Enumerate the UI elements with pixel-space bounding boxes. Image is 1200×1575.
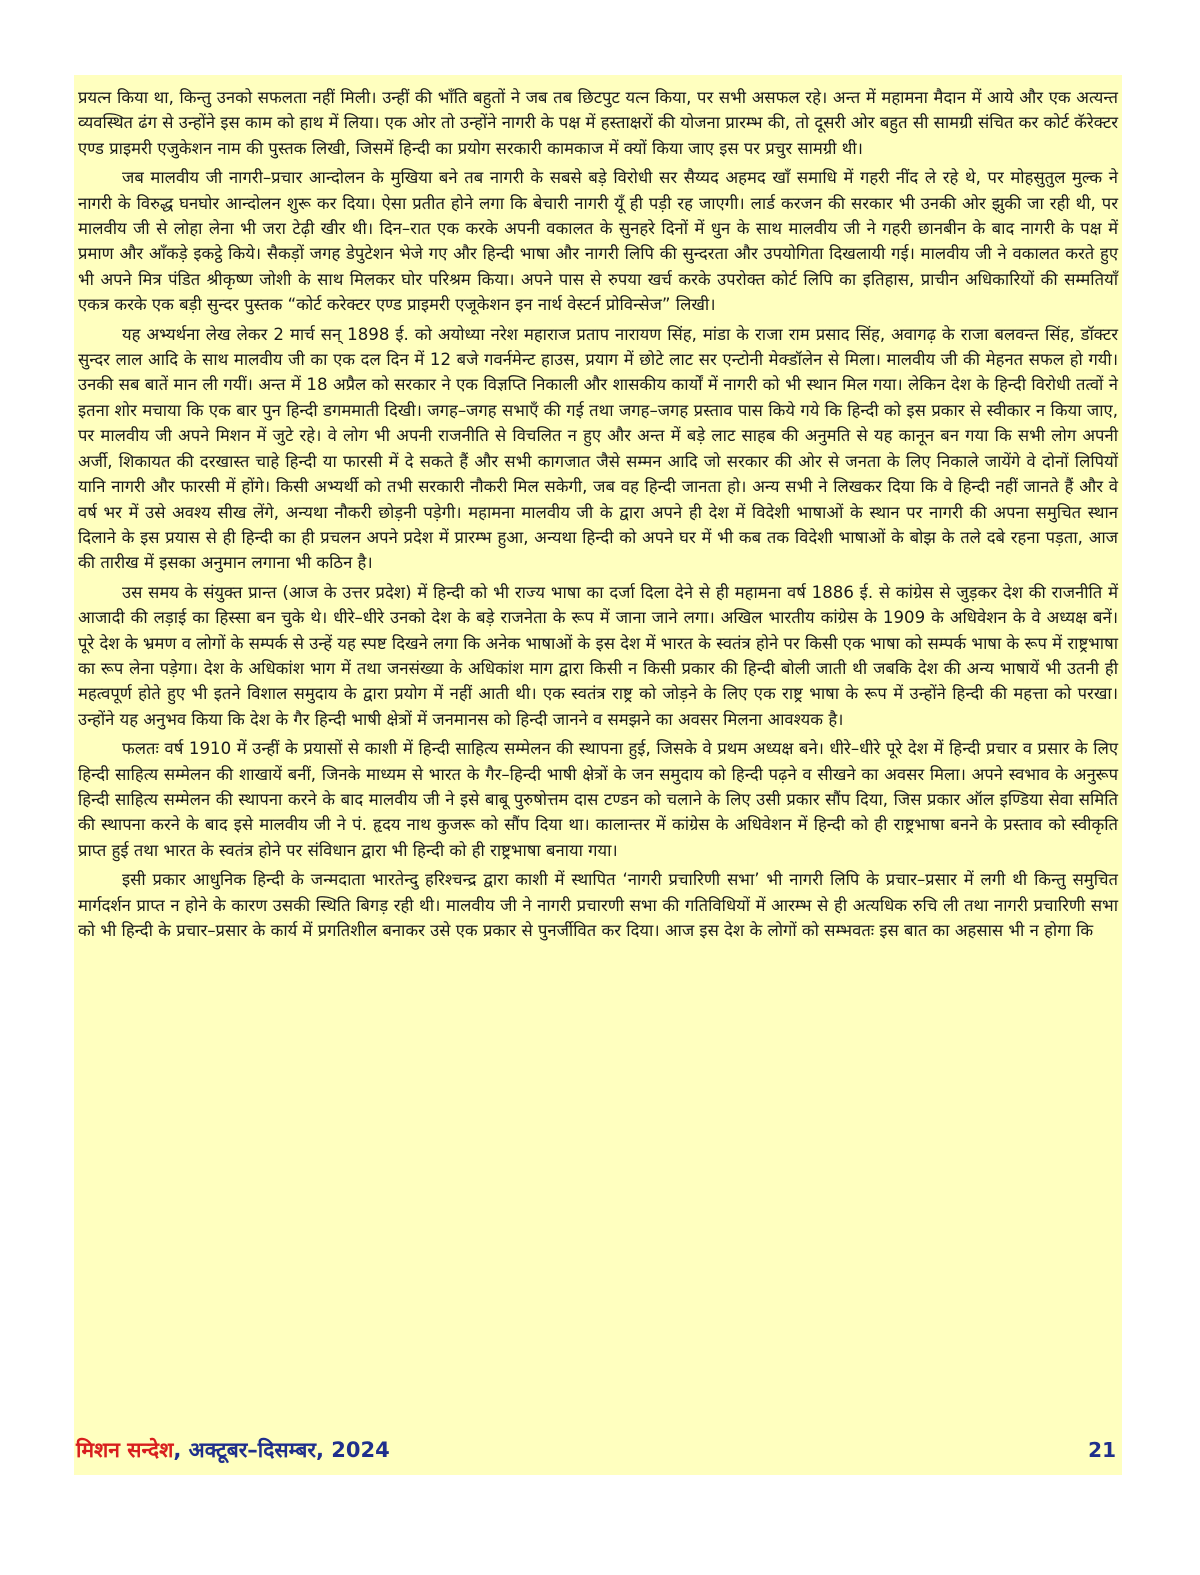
paragraph-2: जब मालवीय जी नागरी–प्रचार आन्दोलन के मुखिया बने तब नागरी के सबसे बड़े विरोधी सर सैय्यद अहमद खाँ समाधि में गहरी नींद ले रहे थे, पर मोहसुतुल मुल्क ने नागरी के विरुद्ध घनघोर आन्दोलन शुरू कर दिया। ऐसा प्रतीत होने लगा कि बेचारी नागरी यूँ ही पड़ी रह जाएगी। लार्ड करजन की सरकार भी उनकी ओर झुकी जा रही थी, पर मालवीय जी से लोहा लेना भी जरा टेढ़ी खीर थी। दिन–रात एक करके अपनी वकालत के सुनहरे दिनों में धुन के साथ मालवीय जी ने गहरी छानबीन के बाद नागरी के पक्ष में प्रमाण और आँकड़े इकट्ठे किये। सैकड़ों जगह डेपुटेशन भेजे गए और हिन्दी भाषा और नागरी लिपि की सुन्दरता और उपयोगिता दिखलायी गई। मालवीय जी ने वकालत करते हुए भी अपने मित्र पंडित श्रीकृष्ण जोशी के साथ मिलकर घोर परिश्रम किया। अपने पास से रुपया खर्च करके उपरोक्त कोर्ट लिपि का इतिहास, प्राचीन अधिकारियों की सम्मतियाँ एकत्र करके एक बड़ी सुन्दर पुस्तक “कोर्ट करेक्टर एण्ड प्राइमरी एजूकेशन इन नार्थ वेस्टर्न प्रोविन्सेज” लिखी। bbox=[78, 168, 1118, 315]
paragraph-1: प्रयत्न किया था, किन्तु उनको सफलता नहीं मिली। उन्हीं की भाँति बहुतों ने जब तब छिटपुट यत्न किया, पर सभी असफल रहे। अन्त में महामना मैदान में आये और एक अत्यन्त व्यवस्थित ढंग से उन्होंने इस काम को हाथ में लिया। एक ओर तो उन्होंने नागरी के पक्ष में हस्ताक्षरों की योजना प्रारम्भ की, तो दूसरी ओर बहुत सी सामग्री संचित कर कोर्ट कॅरेक्टर एण्ड प्राइमरी एजुकेशन नाम की पुस्तक लिखी, जिसमें हिन्दी का प्रयोग सरकारी कामकाज में क्यों किया जाए इस पर प्रचुर सामग्री थी। bbox=[78, 88, 1119, 158]
magazine-name: मिशन सन्देश bbox=[76, 1438, 174, 1462]
page-footer bbox=[74, 1420, 1122, 1480]
paragraph-3: यह अभ्यर्थना लेख लेकर 2 मार्च सन् 1898 ई. को अयोध्या नरेश महाराज प्रताप नारायण सिंह, मांडा के राजा राम प्रसाद सिंह, अवागढ़ के राजा बलवन्त सिंह, डॉक्टर सुन्दर लाल आदि के साथ मालवीय जी का एक दल दिन में 12 बजे गवर्नमेन्ट हाउस, प्रयाग में छोटे लाट सर एन्टोनी मेक्डॉलेन से मिला। मालवीय जी की मेहनत सफल हो गयी। उनकी सब बातें मान ली गयीं। अन्त में 18 अप्रैल को सरकार ने एक विज्ञप्ति निकाली और शासकीय कार्यों में नागरी को भी स्थान मिल गया। लेकिन देश के हिन्दी विरोधी तत्वों ने इतना शोर मचाया कि एक बार पुन हिन्दी डगममाती दिखी। जगह–जगह सभाएँ की गई तथा जगह–जगह प्रस्ताव पास किये गये कि हिन्दी को इस प्रकार से स्वीकार न किया जाए, पर मालवीय जी अपने मिशन में जुटे रहे। वे लोग भी अपनी राजनीति से विचलित न हुए और अन्त में बड़े लाट साहब की अनुमति से यह कानून बन गया कि सभी लोग अपनी अर्जी, शिकायत की दरखास्त चाहे हिन्दी या फारसी में दे सकते हैं और सभी कागजात जैसे सम्मन आदि जो सरकार की ओर से जनता के लिए निकाले जायेंगे वे दोनों लिपियों यानि नागरी और फारसी में होंगे। किसी अभ्यर्थी को तभी सरकारी नौकरी मिल सकेगी, जब वह हिन्दी जानता हो। अन्य सभी ने लिखकर दिया कि वे हिन्दी नहीं जानते हैं और वे वर्ष भर में उसे अवश्य सीख लेंगे, अन्यथा नौकरी छोड़नी पड़ेगी। महामना मालवीय जी के द्वारा अपने ही देश में विदेशी भाषाओं के स्थान पर नागरी की अपना समुचित स्थान दिलाने के इस प्रयास से ही हिन्दी का ही प्रचलन अपने प्रदेश में प्रारम्भ हुआ, अन्यथा हिन्दी को अपने घर में भी कब तक विदेशी भाषाओं के बोझ के तले दबे रहना पड़ता, आज की तारीख में इसका अनुमान लगाना भी कठिन है। bbox=[78, 324, 1118, 573]
footer-publication bbox=[76, 1436, 390, 1464]
issue-date: , अक्टूबर–दिसम्बर, 2024 bbox=[173, 1438, 390, 1462]
paragraph-4: उस समय के संयुक्त प्रान्त (आज के उत्तर प्रदेश) में हिन्दी को भी राज्य भाषा का दर्जा दिला देने से ही महामना वर्ष 1886 ई. से कांग्रेस से जुड़कर देश की राजनीति में आजादी की लड़ाई का हिस्सा बन चुके थे। धीरे–धीरे उनको देश के बड़े राजनेता के रूप में जाना जाने लगा। अखिल भारतीय कांग्रेस के 1909 के अधिवेशन के वे अध्यक्ष बनें। पूरे देश के भ्रमण व लोगों के सम्पर्क से उन्हें यह स्पष्ट दिखने लगा कि अनेक भाषाओं के इस देश में भारत के स्वतंत्र होने पर किसी एक भाषा को सम्पर्क भाषा के रूप में राष्ट्रभाषा का रूप लेना पड़ेगा। देश के अधिकांश भाग में तथा जनसंख्या के अधिकांश माग द्वारा किसी न किसी प्रकार की हिन्दी बोली जाती थी जबकि देश की अन्य भाषायें भी उतनी ही महत्वपूर्ण होते हुए भी इतने विशाल समुदाय के द्वारा प्रयोग में नहीं आती थी। एक स्वतंत्र राष्ट्र को जोड़ने के लिए एक राष्ट्र भाषा के रूप में उन्होंने हिन्दी की महत्ता को परखा। उन्होंने यह अनुभव किया कि देश के गैर हिन्दी भाषी क्षेत्रों में जनमानस को हिन्दी जानने व समझने का अवसर मिलना आवश्यक है। bbox=[78, 582, 1118, 729]
page-number: 21 bbox=[1088, 1438, 1116, 1462]
article-panel bbox=[74, 75, 1122, 1475]
article-body bbox=[78, 85, 1118, 943]
paragraph-6: इसी प्रकार आधुनिक हिन्दी के जन्मदाता भारतेन्दु हरिश्चन्द्र द्वारा काशी में स्थापित ‘नागरी प्रचारिणी सभा’ भी नागरी लिपि के प्रचार–प्रसार में लगी थी किन्तु समुचित मार्गदर्शन प्राप्त न होने के कारण उसकी स्थिति बिगड़ रही थी। मालवीय जी ने नागरी प्रचारणी सभा की गतिविधियों में आरम्भ से ही अत्यधिक रुचि ली तथा नागरी प्रचारिणी सभा को भी हिन्दी के प्रचार–प्रसार के कार्य में प्रगतिशील बनाकर उसे एक प्रकार से पुनर्जीवित कर दिया। आज इस देश के लोगों को सम्भवतः इस बात का अहसास भी न होगा कि bbox=[78, 870, 1118, 940]
paragraph-5: फलतः वर्ष 1910 में उन्हीं के प्रयासों से काशी में हिन्दी साहित्य सम्मेलन की स्थापना हुई, जिसके वे प्रथम अध्यक्ष बने। धीरे–धीरे पूरे देश में हिन्दी प्रचार व प्रसार के लिए हिन्दी साहित्य सम्मेलन की शाखायें बनीं, जिनके माध्यम से भारत के गैर–हिन्दी भाषी क्षेत्रों के जन समुदाय को हिन्दी पढ़ने व सीखने का अवसर मिला। अपने स्वभाव के अनुरूप हिन्दी साहित्य सम्मेलन की स्थापना करने के बाद मालवीय जी ने इसे बाबू पुरुषोत्तम दास टण्डन को चलाने के लिए उसी प्रकार सौंप दिया, जिस प्रकार ऑल इण्डिया सेवा समिति की स्थापना करने के बाद इसे मालवीय जी ने पं. हृदय नाथ कुजरू को सौंप दिया था। कालान्तर में कांग्रेस के अधिवेशन में हिन्दी को ही राष्ट्रभाषा बनने के प्रस्ताव को स्वीकृति प्राप्त हुई तथा भारत के स्वतंत्र होने पर संविधान द्वारा भी हिन्दी को ही राष्ट्रभाषा बनाया गया। bbox=[78, 739, 1118, 860]
